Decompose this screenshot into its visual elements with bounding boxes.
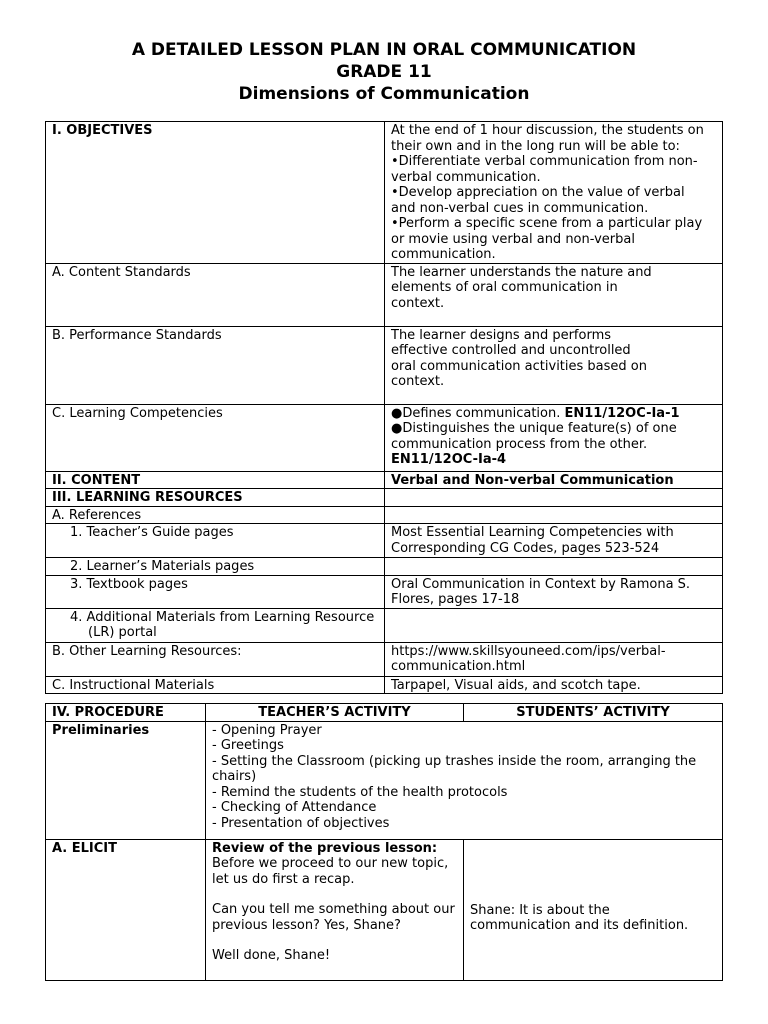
- elicit-label: A. ELICIT: [46, 839, 206, 980]
- performance-standards-line: context.: [391, 374, 445, 389]
- elicit-row: [46, 839, 723, 980]
- teachers-guide-line: Most Essential Learning Competencies with: [391, 525, 674, 540]
- elicit-teacher-activity: [206, 839, 464, 980]
- competency-1: [391, 406, 716, 422]
- elicit-teacher-heading: Review of the previous lesson:: [212, 840, 438, 856]
- content-label: II. CONTENT: [46, 471, 385, 489]
- resource-link-line[interactable]: communication.html: [391, 659, 526, 674]
- additional-materials-label: [46, 608, 385, 642]
- document-title: A DETAILED LESSON PLAN IN ORAL COMMUNICATION: [131, 40, 637, 60]
- procedure-table: [45, 703, 723, 981]
- learners-materials-row: [46, 558, 723, 576]
- objectives-line: verbal communication.: [391, 169, 541, 185]
- preliminaries-item: - Presentation of objectives: [212, 815, 390, 831]
- references-row: [46, 506, 723, 524]
- objectives-line: or movie using verbal and non-verbal: [391, 231, 635, 247]
- performance-standards-line: effective controlled and uncontrolled: [391, 343, 631, 358]
- paragraph-gap: [470, 841, 716, 903]
- instructional-materials-label: C. Instructional Materials: [46, 676, 385, 694]
- textbook-value: [385, 575, 723, 608]
- additional-materials-row: [46, 608, 723, 642]
- competency-1-code: EN11/12OC-Ia-1: [564, 405, 680, 421]
- additional-materials-line: 4. Additional Materials from Learning Resource: [70, 609, 375, 625]
- instructional-materials-value: Tarpapel, Visual aids, and scotch tape.: [385, 676, 723, 694]
- preliminaries-label: Preliminaries: [46, 721, 206, 839]
- additional-materials-value: [385, 608, 723, 642]
- content-standards-row: [46, 263, 723, 326]
- performance-standards-row: [46, 326, 723, 404]
- performance-standards-text: [385, 326, 723, 404]
- teachers-guide-row: [46, 524, 723, 558]
- references-label: A. References: [46, 506, 385, 524]
- objectives-line: •Develop appreciation on the value of verbal: [391, 185, 685, 200]
- competency-1-text: ●Defines communication.: [391, 405, 565, 421]
- learning-resources-row: [46, 489, 723, 507]
- content-standards-line: elements of oral communication in: [391, 280, 618, 295]
- procedure-header: IV. PROCEDURE: [46, 704, 206, 722]
- grade-level: GRADE 11: [336, 62, 432, 82]
- elicit-student-line: communication and its definition.: [470, 918, 689, 933]
- instructional-materials-row: [46, 676, 723, 694]
- elicit-student-line: Shane: It is about the: [470, 902, 610, 918]
- performance-standards-label: B. Performance Standards: [46, 326, 385, 404]
- content-standards-label: A. Content Standards: [46, 263, 385, 326]
- content-value: Verbal and Non-verbal Communication: [385, 471, 723, 489]
- elicit-teacher-line: previous lesson? Yes, Shane?: [212, 917, 401, 933]
- teachers-guide-label: 1. Teacher’s Guide pages: [46, 524, 385, 558]
- competencies-label: C. Learning Competencies: [46, 404, 385, 471]
- competency-2-line: ●Distinguishes the unique feature(s) of one: [391, 421, 677, 436]
- learners-materials-value: [385, 558, 723, 576]
- teachers-guide-value: [385, 524, 723, 558]
- elicit-student-activity: [464, 839, 723, 980]
- textbook-line: Flores, pages 17-18: [391, 592, 520, 607]
- preliminaries-item: - Checking of Attendance: [212, 800, 377, 815]
- preliminaries-item: - Setting the Classroom (picking up trashes inside the room, arranging the: [212, 753, 697, 769]
- textbook-label: 3. Textbook pages: [46, 575, 385, 608]
- objectives-label: I. OBJECTIVES: [46, 122, 385, 264]
- performance-standards-line: The learner designs and performs: [391, 327, 612, 343]
- objectives-line: •Perform a specific scene from a particular play: [391, 216, 703, 231]
- teachers-activity-header: TEACHER’S ACTIVITY: [206, 704, 464, 722]
- students-activity-header: STUDENTS’ ACTIVITY: [464, 704, 723, 722]
- preliminaries-item: chairs): [212, 769, 257, 784]
- competency-2-line: communication process from the other.: [391, 436, 648, 452]
- paragraph-gap: [212, 887, 457, 902]
- preliminaries-item: - Greetings: [212, 738, 284, 753]
- elicit-teacher-line: Before we proceed to our new topic,: [212, 856, 449, 871]
- content-standards-line: The learner understands the nature and: [391, 264, 652, 280]
- procedure-header-row: [46, 704, 723, 722]
- paragraph-gap: [212, 933, 457, 948]
- elicit-teacher-line: let us do first a recap.: [212, 871, 355, 887]
- objectives-row: [46, 122, 723, 264]
- preliminaries-list: [206, 721, 723, 839]
- textbook-row: [46, 575, 723, 608]
- additional-materials-line: (LR) portal: [88, 625, 157, 640]
- competency-2-code: EN11/12OC-Ia-4: [391, 452, 507, 467]
- objectives-line: communication.: [391, 247, 496, 262]
- competencies-row: [46, 404, 723, 471]
- other-resources-row: [46, 642, 723, 676]
- objectives-line: •Differentiate verbal communication from non-: [391, 154, 698, 169]
- content-standards-line: context.: [391, 295, 445, 311]
- preliminaries-row: [46, 721, 723, 839]
- learning-resources-value: [385, 489, 723, 507]
- elicit-teacher-line: Well done, Shane!: [212, 948, 331, 963]
- learners-materials-label: 2. Learner’s Materials pages: [46, 558, 385, 576]
- objectives-line: At the end of 1 hour discussion, the students on: [391, 123, 704, 138]
- lesson-plan-table: [45, 121, 723, 694]
- objectives-text: [385, 122, 723, 264]
- performance-standards-line: oral communication activities based on: [391, 358, 647, 374]
- learning-resources-label: III. LEARNING RESOURCES: [46, 489, 385, 507]
- other-resources-value[interactable]: [385, 642, 723, 676]
- preliminaries-item: - Remind the students of the health protocols: [212, 784, 508, 800]
- resource-link-line[interactable]: https://www.skillsyouneed.com/ips/verbal-: [391, 643, 666, 659]
- objectives-line: their own and in the long run will be able to:: [391, 138, 680, 154]
- textbook-line: Oral Communication in Context by Ramona S.: [391, 576, 691, 592]
- references-value: [385, 506, 723, 524]
- content-standards-text: [385, 263, 723, 326]
- objectives-line: and non-verbal cues in communication.: [391, 200, 649, 216]
- content-row: [46, 471, 723, 489]
- preliminaries-item: - Opening Prayer: [212, 722, 322, 738]
- teachers-guide-line: Corresponding CG Codes, pages 523-524: [391, 540, 660, 556]
- other-resources-label: B. Other Learning Resources:: [46, 642, 385, 676]
- elicit-teacher-line: Can you tell me something about our: [212, 902, 455, 917]
- lesson-topic: Dimensions of Communication: [238, 84, 530, 104]
- competencies-text: [385, 404, 723, 471]
